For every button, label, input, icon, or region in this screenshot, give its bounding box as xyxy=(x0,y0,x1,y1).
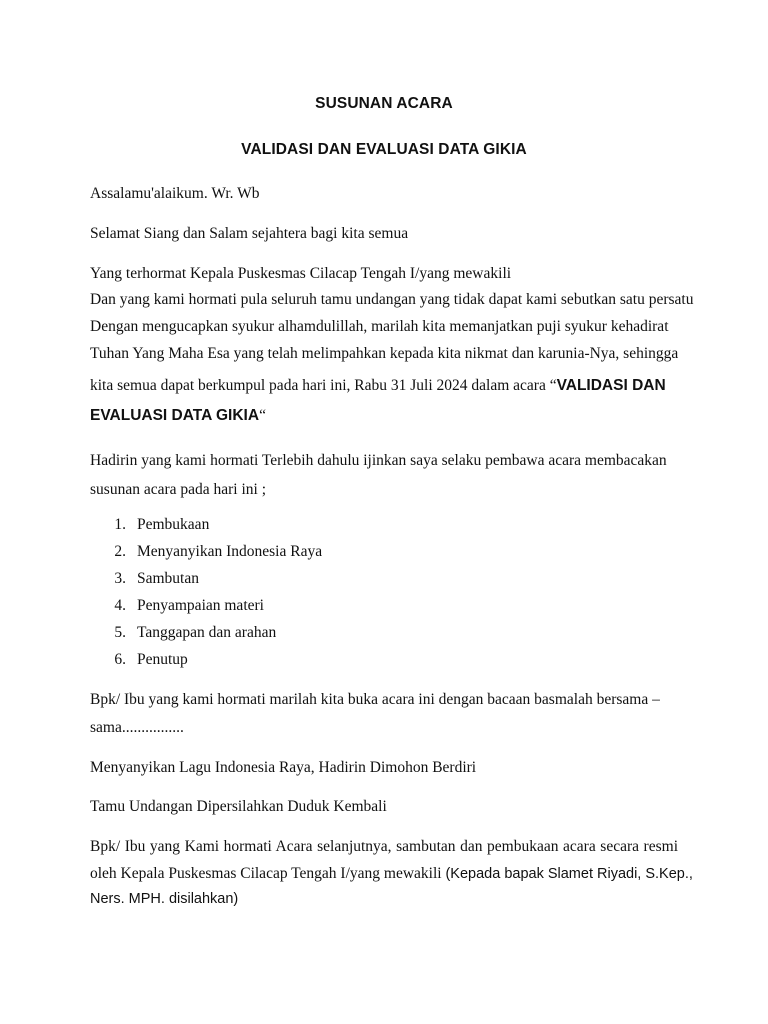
agenda-item-text: Pembukaan xyxy=(137,516,210,533)
agenda-item xyxy=(0,516,768,536)
event-name-part-1: VALIDASI DAN xyxy=(556,377,666,394)
agenda-item-number: 1. xyxy=(114,516,126,533)
agenda-item-number: 6. xyxy=(114,651,126,668)
document-title: SUSUNAN ACARA xyxy=(315,95,453,112)
greeting: Assalamu'alaikum. Wr. Wb xyxy=(90,185,260,202)
paragraph-1-line-6 xyxy=(90,406,266,426)
agenda-item-text: Menyanyikan Indonesia Raya xyxy=(137,543,323,560)
paragraph-2-line-1: Hadirin yang kami hormati Terlebih dahulu ijinkan saya selaku pembawa acara membacakan xyxy=(90,452,667,469)
paragraph-1-line-5-text: kita semua dapat berkumpul pada hari ini, Rabu 31 Juli 2024 dalam acara “ xyxy=(90,377,557,394)
agenda-item xyxy=(0,597,768,617)
agenda-item xyxy=(0,570,768,590)
event-name-part-2: EVALUASI DATA GIKIA xyxy=(90,407,260,424)
paragraph-1-line-1: Yang terhormat Kepala Puskesmas Cilacap Tengah I/yang mewakili xyxy=(90,265,512,282)
document-subtitle: VALIDASI DAN EVALUASI DATA GIKIA xyxy=(241,141,527,158)
agenda-item-text: Tanggapan dan arahan xyxy=(137,624,277,641)
agenda-item-number: 2. xyxy=(114,543,126,560)
paragraph-4: Menyanyikan Lagu Indonesia Raya, Hadirin Dimohon Berdiri xyxy=(90,759,477,776)
agenda-item-number: 4. xyxy=(114,597,126,614)
closing-quote: “ xyxy=(259,407,266,424)
speaker-invitation: (Kepada bapak Slamet Riyadi, S.Kep., xyxy=(445,866,693,882)
salam-line: Selamat Siang dan Salam sejahtera bagi kita semua xyxy=(90,225,409,242)
agenda-item xyxy=(0,543,768,563)
paragraph-6-line-2-text: oleh Kepala Puskesmas Cilacap Tengah I/yang mewakili xyxy=(90,865,442,882)
agenda-item xyxy=(0,651,768,671)
paragraph-3-line-1: Bpk/ Ibu yang kami hormati marilah kita buka acara ini dengan bacaan basmalah bersama – xyxy=(90,691,660,708)
paragraph-5: Tamu Undangan Dipersilahkan Duduk Kembali xyxy=(90,798,387,815)
agenda-item-number: 3. xyxy=(114,570,126,587)
agenda-item-text: Penutup xyxy=(137,651,188,668)
paragraph-2-line-2: susunan acara pada hari ini ; xyxy=(90,481,267,498)
paragraph-1-line-4: Tuhan Yang Maha Esa yang telah melimpahkan kepada kita nikmat dan karunia-Nya, sehingga xyxy=(90,345,679,362)
agenda-item-text: Sambutan xyxy=(137,570,199,587)
paragraph-1-line-2: Dan yang kami hormati pula seluruh tamu undangan yang tidak dapat kami sebutkan satu persatu xyxy=(90,291,694,308)
paragraph-1-line-3: Dengan mengucapkan syukur alhamdulillah, marilah kita memanjatkan puji syukur kehadirat xyxy=(90,318,669,335)
agenda-item-number: 5. xyxy=(114,624,126,641)
paragraph-1-line-5 xyxy=(90,376,666,396)
paragraph-6-line-2 xyxy=(90,864,693,884)
paragraph-6-line-1: Bpk/ Ibu yang Kami hormati Acara selanjutnya, sambutan dan pembukaan acara secara resmi xyxy=(90,838,678,855)
agenda-item xyxy=(0,624,768,644)
paragraph-6-line-3: Ners. MPH. disilahkan) xyxy=(90,891,239,907)
agenda-item-text: Penyampaian materi xyxy=(137,597,264,614)
paragraph-3-line-2: sama................ xyxy=(90,719,184,736)
